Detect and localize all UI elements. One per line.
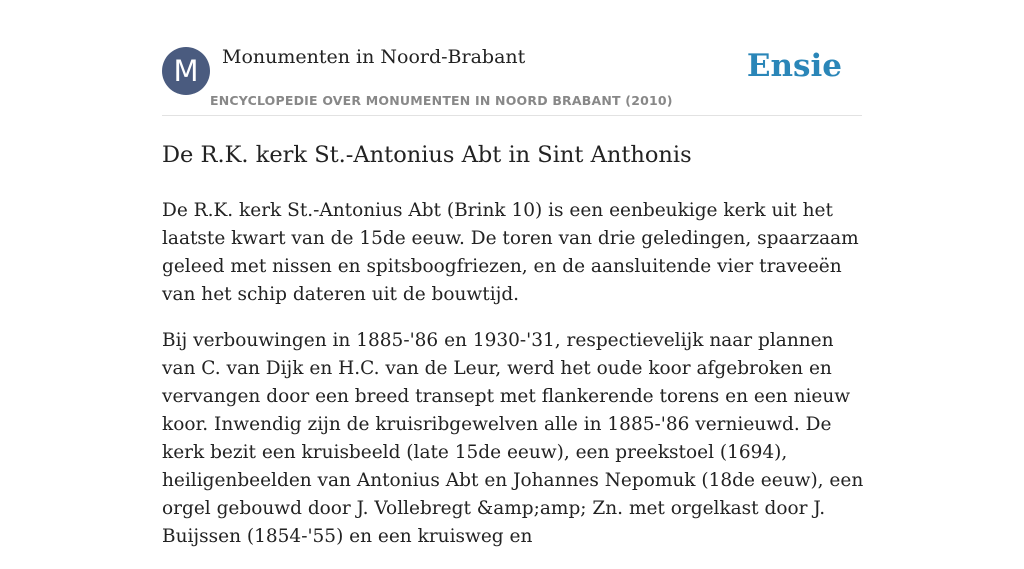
source-subtitle: ENCYCLOPEDIE OVER MONUMENTEN IN NOORD BRABANT (2010) xyxy=(210,93,673,108)
article xyxy=(162,138,866,569)
article-title: De R.K. kerk St.-Antonius Abt in Sint Anthonis xyxy=(162,142,692,168)
article-paragraph: De R.K. kerk St.-Antonius Abt (Brink 10) is een eenbeukige kerk uit het laatste kwart van de 15de eeuw. De toren van drie geledingen, spaarzaam geleed met nissen en spitsboogfriezen, en de aansluitende vier traveeën van het schip dateren uit de bouwtijd. xyxy=(162,200,859,305)
article-paragraph: Bij verbouwingen in 1885-'86 en 1930-'31, respectievelijk naar plannen van C. van Dijk en H.C. van de Leur, werd het oude koor afgebroken en vervangen door een breed transept met flankerende torens en een nieuw koor. Inwendig zijn de kruisribgewelven alle in 1885-'86 vernieuwd. De kerk bezit een kruisbeeld (late 15de eeuw), een preekstoel (1694), heiligenbeelden van Antonius Abt en Johannes Nepomuk (18de eeuw), een orgel gebouwd door J. Vollebregt &amp;amp; Zn. met orgelkast door J. Buijssen (1854-'55) en een kruisweg en xyxy=(162,330,864,547)
brand-logo-link[interactable]: Ensie xyxy=(746,48,842,84)
source-header xyxy=(162,46,862,116)
source-title-link[interactable]: Monumenten in Noord-Brabant xyxy=(222,46,526,68)
avatar[interactable]: M xyxy=(162,47,210,95)
